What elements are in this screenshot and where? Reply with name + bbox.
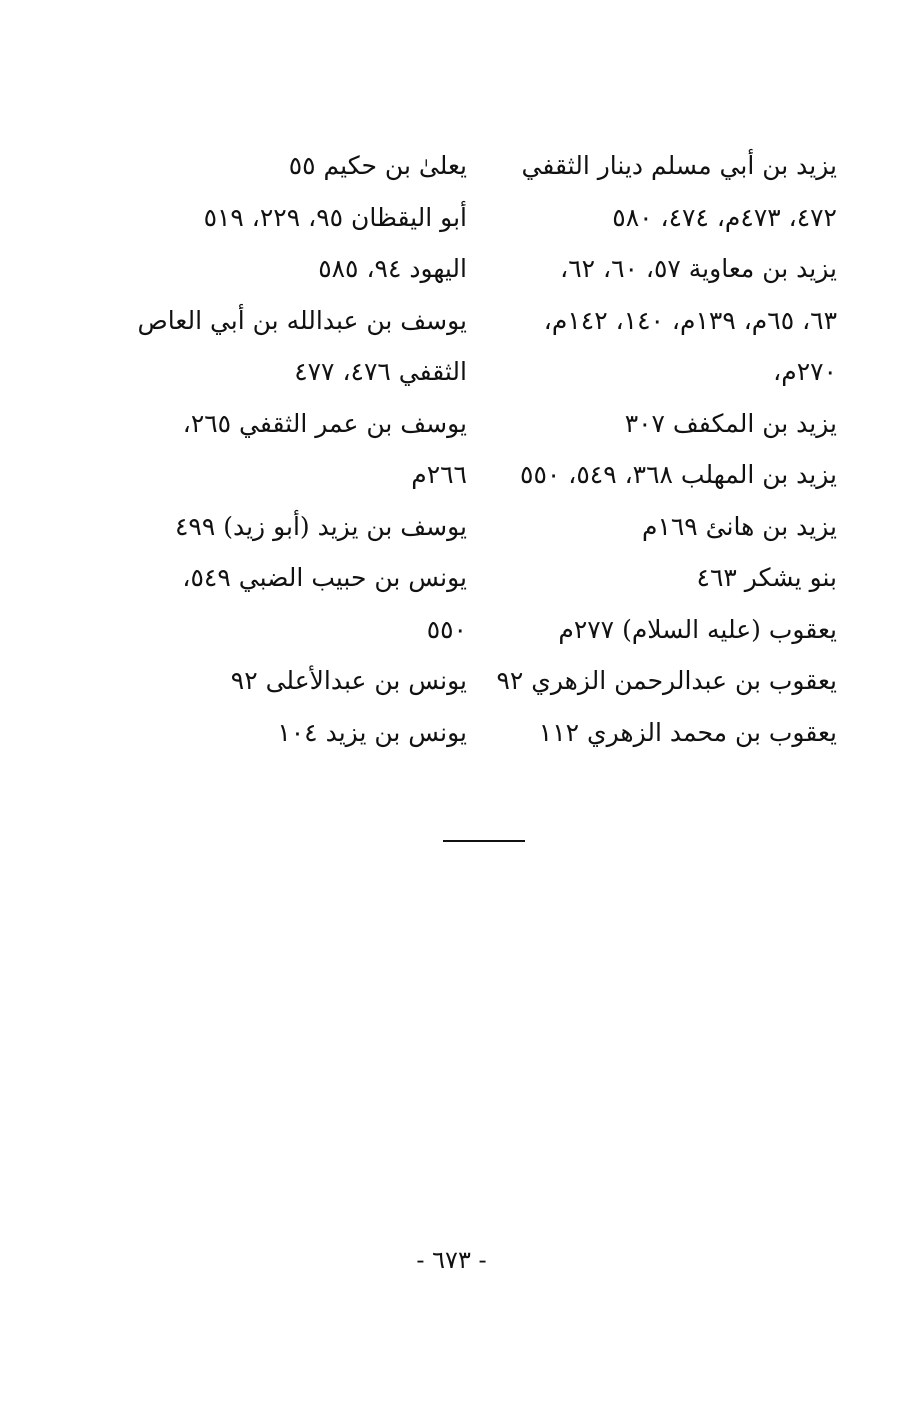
index-column-left <box>137 140 467 758</box>
page-number: - ٦٧٣ - <box>416 1246 487 1274</box>
index-column-right <box>492 140 837 758</box>
index-entry: يعلىٰ بن حكيم ٥٥ <box>288 151 467 180</box>
index-entry: يعقوب بن عبدالرحمن الزهري ٩٢ <box>496 666 837 695</box>
index-entry: يونس بن يزيد ١٠٤ <box>277 717 467 747</box>
index-entry: يونس بن حبيب الضبي ٥٤٩، <box>182 563 467 592</box>
index-entry: يعقوب بن محمد الزهري ١١٢ <box>538 717 837 747</box>
index-entry: اليهود ٩٤، ٥٨٥ <box>318 254 467 283</box>
index-entry: يوسف بن عبدالله بن أبي العاص <box>137 305 467 335</box>
index-entry: بنو يشكر ٤٦٣ <box>696 563 837 592</box>
index-entry: يونس بن عبدالأعلى ٩٢ <box>230 666 467 695</box>
section-divider <box>443 840 525 842</box>
index-entry: يزيد بن معاوية ٥٧، ٦٠، ٦٢، <box>560 254 837 283</box>
index-entry: يوسف بن يزيد (أبو زيد) ٤٩٩ <box>174 511 467 541</box>
index-entry: ٦٣، ٦٥م، ١٣٩م، ١٤٠، ١٤٢م، <box>543 305 837 335</box>
index-entry: ٢٦٦م <box>411 460 467 489</box>
index-entry: ٢٧٠م، <box>773 357 837 386</box>
index-entry: يزيد بن المكفف ٣٠٧ <box>624 408 837 438</box>
index-entry: ٥٥٠ <box>426 614 467 644</box>
index-entry: يزيد بن المهلب ٣٦٨، ٥٤٩، ٥٥٠ <box>520 460 837 489</box>
index-entry: الثقفي ٤٧٦، ٤٧٧ <box>294 357 467 386</box>
index-entry: يزيد بن هانئ ١٦٩م <box>641 511 837 541</box>
index-entry: يوسف بن عمر الثقفي ٢٦٥، <box>182 408 467 438</box>
index-entry: أبو اليقظان ٩٥، ٢٢٩، ٥١٩ <box>203 202 467 232</box>
index-entry: يعقوب (عليه السلام) ٢٧٧م <box>558 614 837 644</box>
index-entry: يزيد بن أبي مسلم دينار الثقفي <box>521 151 837 180</box>
index-entry: ٤٧٢، ٤٧٣م، ٤٧٤، ٥٨٠ <box>612 202 837 232</box>
